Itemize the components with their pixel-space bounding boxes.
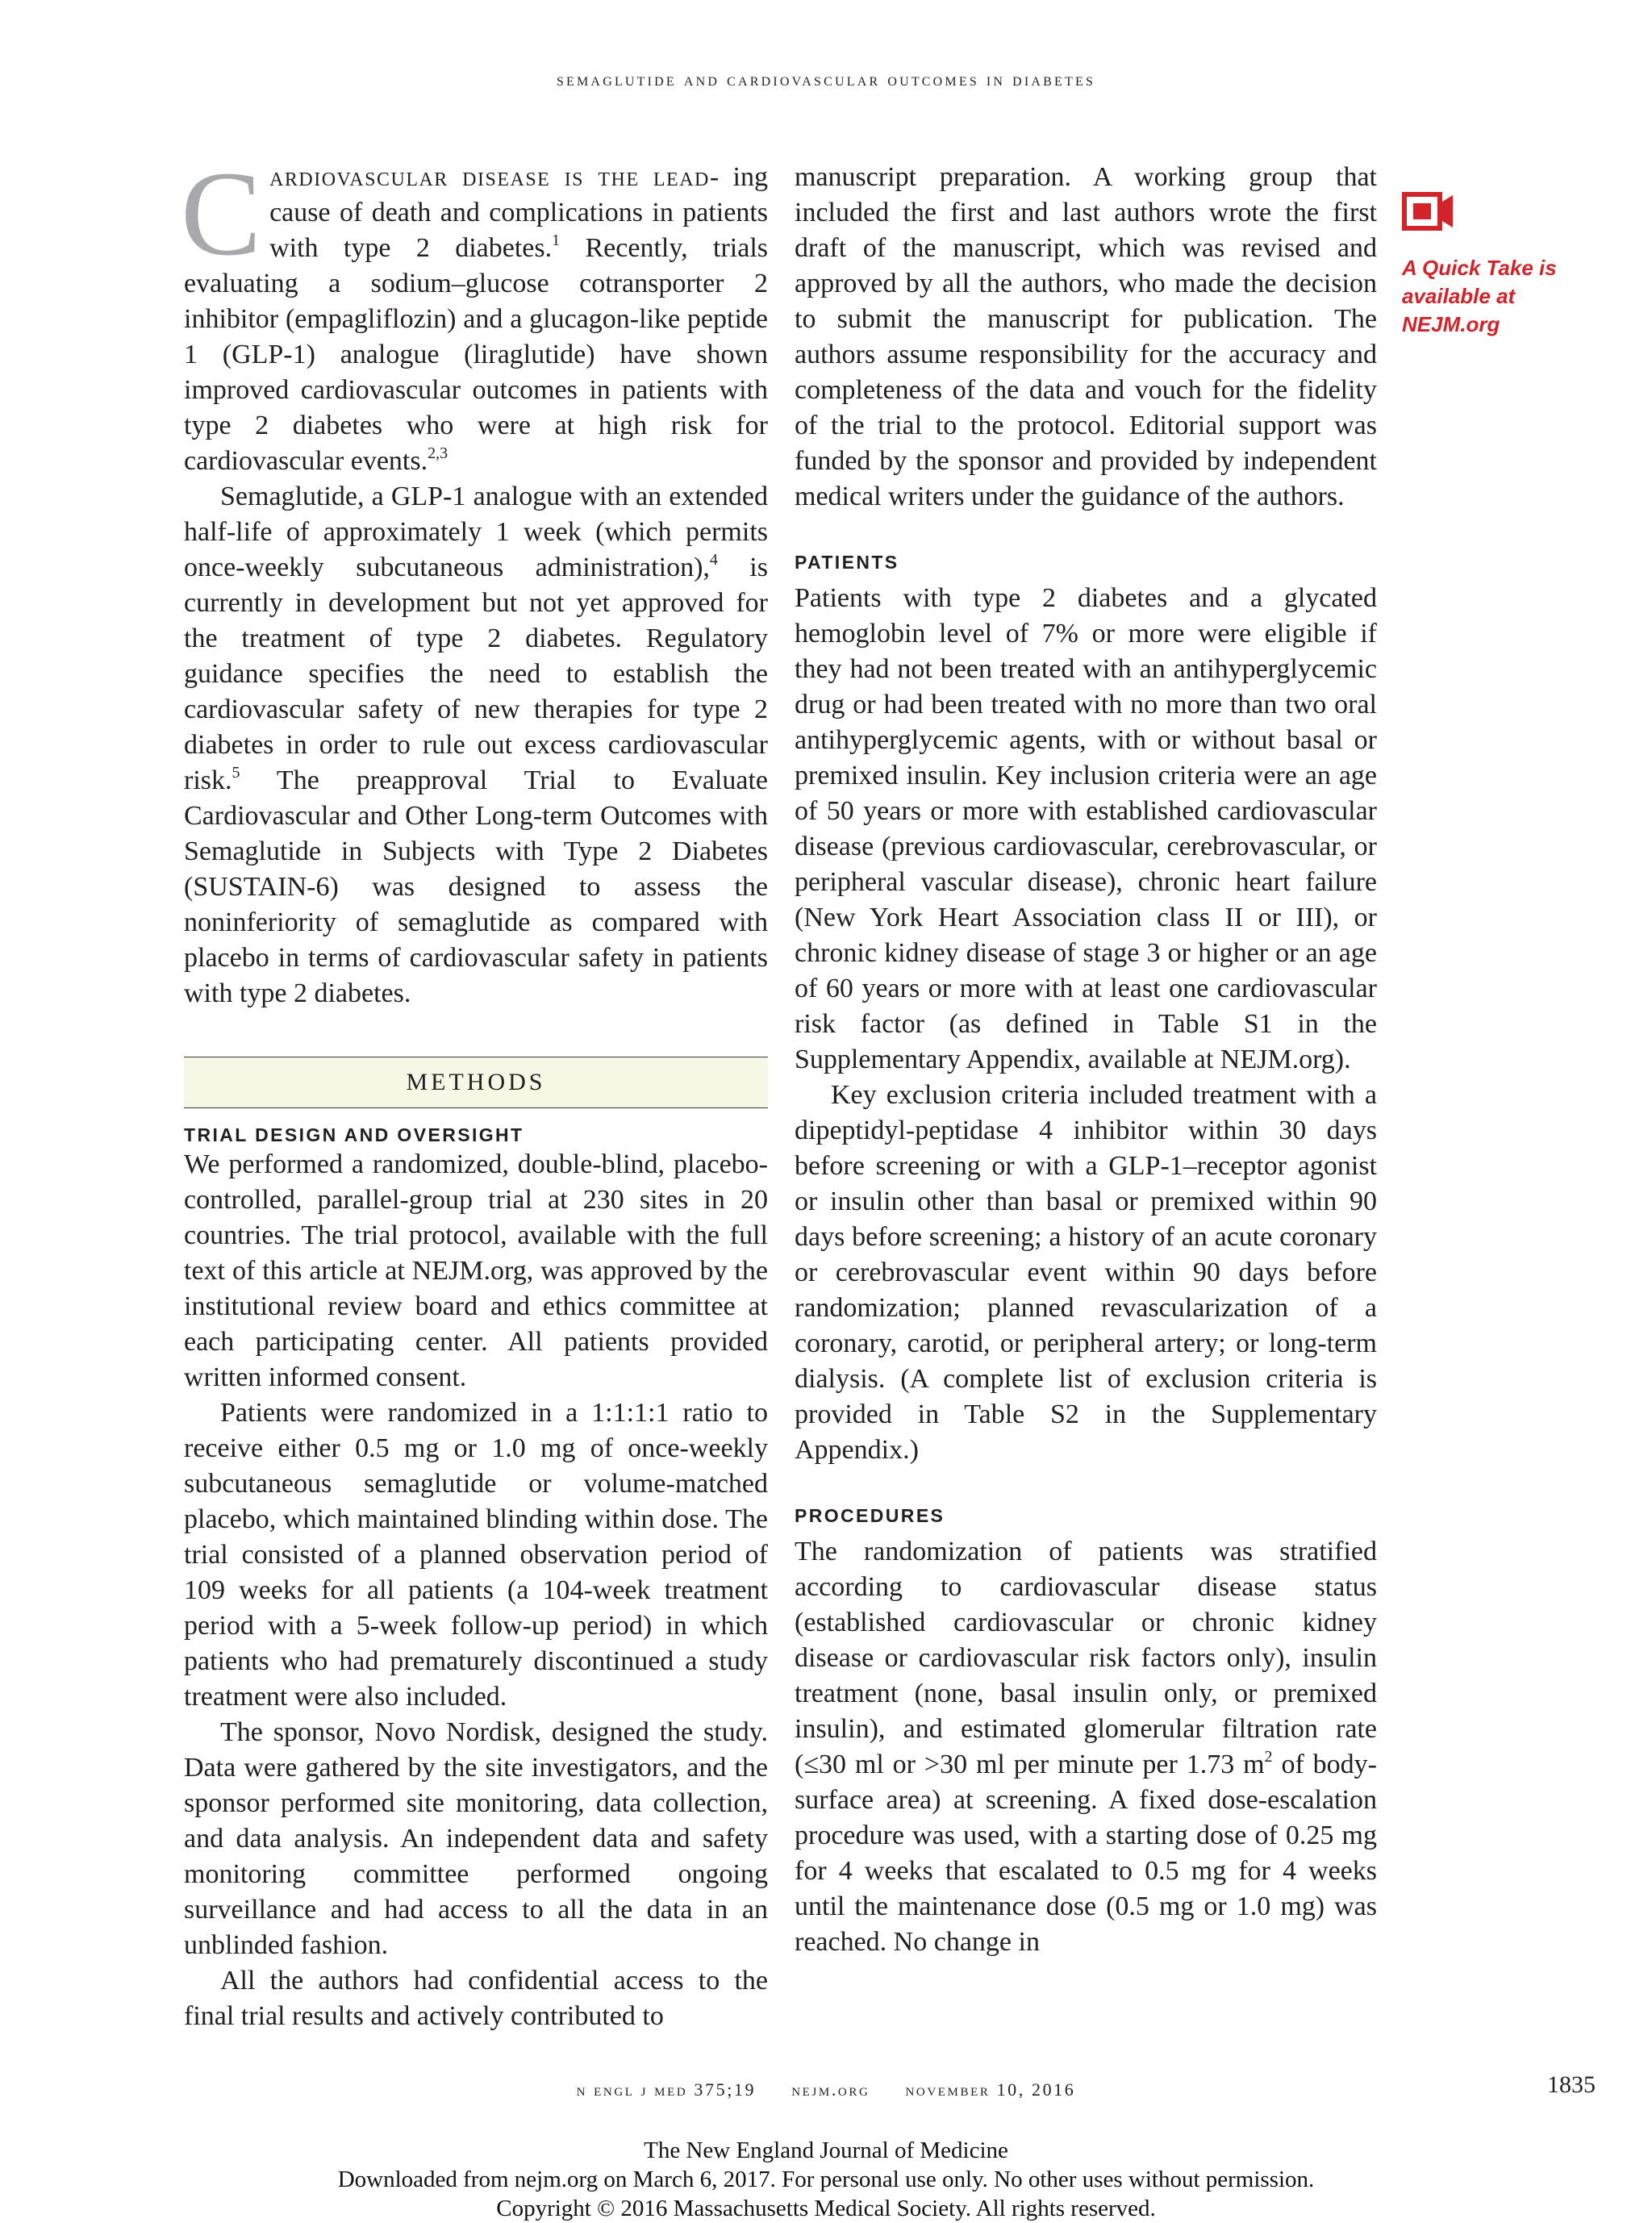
quick-take-callout[interactable] [1402,192,1587,339]
quick-take-text[interactable]: A Quick Take is available at NEJM.org [1402,256,1557,336]
reference-marker: 2,3 [428,444,448,462]
procedures-paragraph-1: The randomization of patients was stratified according to cardiovascular disease status (established cardiovascular or chronic kidney disease or cardiovascular risk factors only), insulin treatment (none, basal insulin only, or premixed insulin), and estimated glomerular filtration rate (≤30 ml or >30 ml per minute per 1.73 $m^2$ of body-surface area) at screening. A fixed dose-escalation procedure was used, with a starting dose of 0.25 mg for 4 weeks that escalated to 0.5 mg for 4 weeks until the maintenance dose (0.5 mg or 1.0 mg) was reached. No change in [795,1537,1377,1957]
patients-paragraph-1: Patients with type 2 diabetes and a glycated hemoglobin level of 7% or more were eligible if they had not been treated with an antihyperglycemic drug or had been treated with no more than two oral antihyperglycemic agents, with or without basal or premixed insulin. Key inclusion criteria were an age of 50 years or more with established cardiovascular disease (previous cardiovascular, cerebrovascular, or peripheral vascular disease), chronic heart failure (New York Heart Association class II or III), or chronic kidney disease of stage 3 or higher or an age of 60 years or more with at least one cardiovascular risk factor (as defined in Table S1 in the Supplementary Appendix, available at NEJM.org). [795,583,1377,1074]
reference-marker: 4 [709,551,718,569]
reference-marker: 1 [552,231,561,249]
right-column [795,160,1377,1960]
journal-footer [0,2079,1652,2100]
copyright-notice: Copyright © 2016 Massachusetts Medical Society. All rights reserved. [496,2196,1156,2221]
patients-paragraph-2: Key exclusion criteria included treatment with a dipeptidyl-peptidase 4 inhibitor within 30 days before screening or with a GLP-1–receptor agonist or insulin other than basal or premixed within 90 days before screening; a history of an acute coronary or cerebrovascular event within 90 days before randomization; planned revascularization of a coronary, carotid, or peripheral artery; or long-term dialysis. (A complete list of exclusion criteria is provided in Table S2 in the Supplementary Appendix.) [795,1080,1377,1465]
page-number: 1835 [1547,2071,1596,2098]
subhead-trial-design: TRIAL DESIGN AND OVERSIGHT [184,1124,524,1145]
running-head: semaglutide and cardiovascular outcomes in diabetes [556,69,1096,90]
trial-design-paragraph-4-continued: manuscript preparation. A working group that included the first and last authors wrote the first draft of the manuscript, which was revised and approved by all the authors, who made the decision to submit the manuscript for publication. The authors assume responsibility for the accuracy and completeness of the data and vouch for the fidelity of the trial to the protocol. Editorial support was funded by the sponsor and provided by independent medical writers under the guidance of the authors. [795,162,1377,511]
download-notice: Downloaded from nejm.org on March 6, 2017. For personal use only. No other uses without permission. [337,2167,1315,2192]
video-camera-icon [1402,192,1455,231]
issue-date: november 10, 2016 [905,2079,1076,2100]
lead-in: ardiovascular disease is the lead- [269,162,720,192]
download-journal-name: The New England Journal of Medicine [644,2138,1008,2163]
subhead-procedures: PROCEDURES [795,1505,945,1526]
methods-heading: METHODS [184,1057,768,1108]
left-column [181,147,768,2034]
trial-design-paragraph-2: Patients were randomized in a 1:1:1:1 ratio to receive either 0.5 mg or 1.0 mg of once-weekly subcutaneous semaglutide or volume-matched placebo, which maintained blinding within dose. The trial consisted of a planned observation period of 109 weeks for all patients (a 104-week treatment period with a 5-week follow-up period) in which patients who had prematurely discontinued a study treatment were also included. [184,1398,768,1712]
intro-paragraph-2: Semaglutide, a GLP-1 analogue with an extended half-life of approximately 1 week (which permits once-weekly subcutaneous administration),$^4$ is currently in development but not yet approved for the treatment of type 2 diabetes. Regulatory guidance specifies the need to establish the cardiovascular safety of new therapies for type 2 diabetes in order to rule out excess cardiovascular risk.$^5$ The preapproval Trial to Evaluate Cardiovascular and Other Long-term Outcomes with Semaglutide in Subjects with Type 2 Diabetes (SUSTAIN-6) was designed to assess the noninferiority of semaglutide as compared with placebo in terms of cardiovascular safety in patients with type 2 diabetes. [184,482,768,1008]
journal-citation: n engl j med 375;19 [576,2079,757,2100]
trial-design-paragraph-4: All the authors had confidential access to the final trial results and actively contributed to [184,1966,768,2031]
trial-design-paragraph-1: We performed a randomized, double-blind, placebo-controlled, parallel-group trial at 230 sites in 20 countries. The trial protocol, available with the full text of this article at NEJM.org, was approved by the institutional review board and ethics committee at each participating center. All patients provided written informed consent. [184,1149,768,1392]
intro-paragraph-1: Cardiovascular disease is the lead- ing cause of death and complications in patients with type 2 diabetes.$^1$ Recently, trials evaluating a sodium–glucose cotransporter 2 inhibitor (empagliflozin) and a glucagon-like peptide 1 (GLP-1) analogue (liraglutide) have shown improved cardiovascular outcomes in patients with type 2 diabetes who were at high risk for cardiovascular events.$^{2,3}$ [181,147,768,476]
trial-design-paragraph-3: The sponsor, Novo Nordisk, designed the study. Data were gathered by the site investigators, and the sponsor performed site monitoring, data collection, and data analysis. An independent data and safety monitoring committee performed ongoing surveillance and had access to all the data in an unblinded fashion. [184,1717,768,1960]
journal-site: nejm.org [791,2079,870,2100]
reference-marker: 5 [232,764,240,782]
drop-cap: C [181,147,262,281]
subhead-patients: PATIENTS [795,552,899,573]
